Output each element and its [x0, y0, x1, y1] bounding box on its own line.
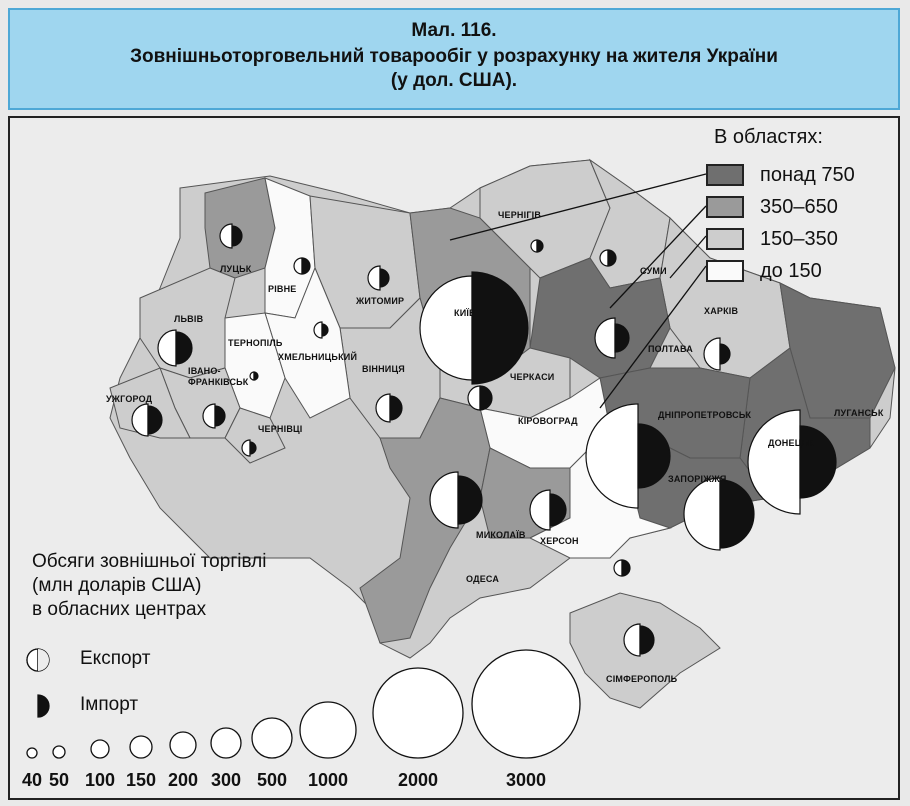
map-frame: [8, 116, 900, 800]
city-label-chernihiv: ЧЕРНІГІВ: [498, 210, 542, 220]
city-symbol-rivne: [294, 258, 310, 274]
scale-label-1000: 1000: [307, 770, 349, 790]
import-half-kherson-small: [622, 560, 630, 576]
city-label-lviv: ЛЬВІВ: [174, 314, 204, 324]
scale-label-50: 50: [48, 770, 70, 790]
scale-label-150: 150: [125, 770, 157, 790]
scale-label-2000: 2000: [397, 770, 439, 790]
city-symbol-sumy: [600, 250, 616, 266]
city-label-kharkiv: ХАРКІВ: [704, 306, 739, 316]
legend-swatch-4: [706, 260, 744, 282]
scale-circle-2000: [373, 668, 463, 758]
city-label-simferopol: СІМФЕРОПОЛЬ: [606, 674, 678, 684]
figure-number: Мал. 116.: [411, 20, 497, 41]
scale-circle-3000: [472, 650, 580, 758]
city-label-kyiv: КИЇВ: [454, 308, 476, 318]
scale-circle-200: [170, 732, 196, 758]
city-label-donetsk: ДОНЕЦЬК: [768, 438, 814, 448]
city-label-cherkasy: ЧЕРКАСИ: [510, 372, 555, 382]
city-label-dnipropetrovsk: ДНІПРОПЕТРОВСЬК: [658, 410, 752, 420]
import-symbol: [27, 695, 49, 717]
import-legend-row: [60, 694, 138, 716]
city-label-zhytomyr: ЖИТОМИР: [356, 296, 405, 306]
city-symbol-kherson-small: [614, 560, 630, 576]
legend-row-3: [706, 226, 838, 252]
symbol-legend: [27, 649, 49, 717]
region-volyn: [205, 178, 275, 278]
city-label-zaporizhzhia: ЗАПОРІЖЖЯ: [668, 474, 727, 484]
scale-circle-300: [211, 728, 241, 758]
export-symbol: [27, 649, 49, 671]
scale-circle-50: [53, 746, 65, 758]
scale-circle-150: [130, 736, 152, 758]
export-label: Експорт: [80, 648, 151, 669]
figure-units: (у дол. США).: [390, 70, 518, 91]
city-label-lutsk: ЛУЦЬК: [220, 264, 252, 274]
city-label-ivano-frankivsk: ІВАНО-ФРАНКІВСЬК: [188, 366, 249, 387]
legend-row-1: [706, 162, 855, 188]
legend-swatch-2: [706, 196, 744, 218]
city-symbol-chernihiv: [531, 240, 543, 252]
volumes-title: [32, 550, 266, 622]
scale-circle-1000: [300, 702, 356, 758]
city-label-chernivtsi: ЧЕРНІВЦІ: [258, 424, 303, 434]
legend-row-2: [706, 194, 838, 220]
legend-label-3: 150–350: [760, 227, 838, 250]
import-label: Імпорт: [80, 694, 139, 715]
figure-title-box: [8, 8, 900, 110]
legend-label-2: 350–650: [760, 195, 838, 218]
city-label-poltava: ПОЛТАВА: [648, 344, 693, 354]
volumes-title-line-2: (млн доларів США): [32, 575, 202, 596]
city-label-luhansk: ЛУГАНСЬК: [834, 408, 884, 418]
figure-title: Зовнішньоторговельний товарообіг у розрахунку на жителя України: [130, 46, 778, 67]
legend-label-1: понад 750: [760, 163, 855, 186]
city-symbol-zaporizhzhia: [684, 478, 754, 550]
volumes-title-line-1: Обсяги зовнішньої торгівлі: [32, 551, 267, 572]
map-svg: [10, 118, 898, 798]
city-label-rivne: РІВНЕ: [268, 284, 297, 294]
export-legend-row: [60, 648, 150, 670]
city-label-kherson: ХЕРСОН: [540, 536, 579, 546]
city-label-odesa: ОДЕСА: [466, 574, 500, 584]
city-label-uzhhorod: УЖГОРОД: [106, 394, 153, 404]
scale-circle-40: [27, 748, 37, 758]
city-label-mykolaiv: МИКОЛАЇВ: [476, 530, 526, 540]
scale-label-100: 100: [84, 770, 116, 790]
city-label-kirovohrad: КІРОВОГРАД: [518, 416, 578, 426]
scale-label-500: 500: [256, 770, 288, 790]
legend-swatch-1: [706, 164, 744, 186]
city-label-khmelnytskyi: ХМЕЛЬНИЦЬКИЙ: [278, 352, 358, 362]
legend-row-4: [706, 258, 822, 284]
legend-title: В областях:: [714, 126, 823, 148]
legend-label-4: до 150: [760, 259, 822, 282]
city-label-vinnytsia: ВІННИЦЯ: [362, 364, 405, 374]
scale-circle-100: [91, 740, 109, 758]
scale-circle-500: [252, 718, 292, 758]
volumes-title-line-3: в обласних центрах: [32, 599, 207, 620]
scale-label-3000: 3000: [505, 770, 547, 790]
scale-label-200: 200: [167, 770, 199, 790]
city-label-ternopil: ТЕРНОПІЛЬ: [228, 338, 283, 348]
scale-label-300: 300: [210, 770, 242, 790]
scale-label-40: 40: [21, 770, 43, 790]
legend-swatch-3: [706, 228, 744, 250]
city-label-sumy: СУМИ: [640, 266, 667, 276]
city-symbol-cherkasy: [468, 386, 492, 410]
export-half-kherson-small: [614, 560, 622, 576]
